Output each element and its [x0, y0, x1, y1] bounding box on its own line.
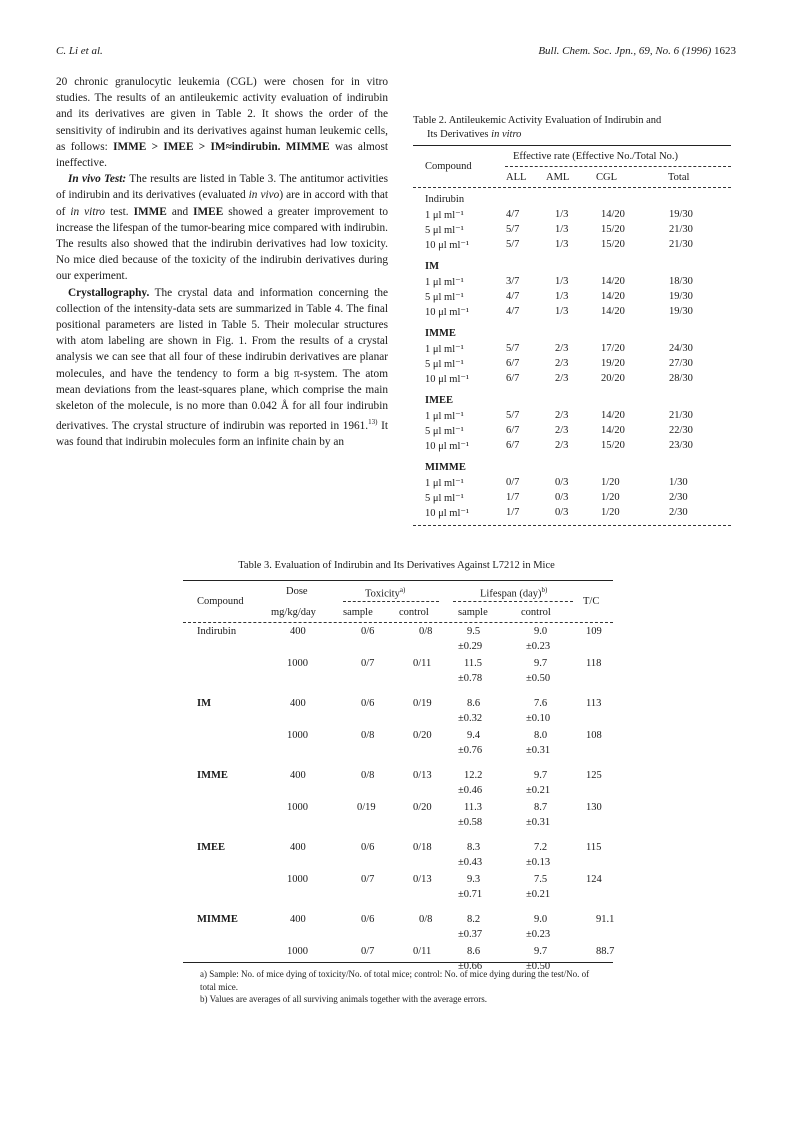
table2-value: 19/20	[601, 358, 625, 369]
table3-life-control-err: ±0.31	[526, 817, 551, 828]
table3-life-control: 9.7	[534, 946, 548, 957]
table2-col-header: CGL	[596, 172, 617, 183]
section-run-in-heading: In vivo Test:	[68, 173, 127, 186]
table2-dose: 1 μl ml⁻¹	[425, 411, 464, 422]
table3-dose: 400	[290, 770, 306, 781]
table2-group-name: IM	[425, 261, 439, 272]
table2-value: 0/3	[555, 492, 569, 503]
table3-tox-sample: 0/6	[361, 626, 375, 637]
page-number: 1623	[714, 45, 736, 57]
table3-tc: 91.1	[596, 914, 615, 925]
table2-value: 1/7	[506, 492, 520, 503]
footnote-marker: b)	[541, 586, 548, 594]
table2-group-name: MIMME	[425, 462, 466, 473]
table2-bottom-rule	[413, 525, 731, 526]
table3-tox-sample: 0/6	[361, 914, 375, 925]
journal-name: Bull. Chem. Soc. Jpn.,	[538, 45, 637, 57]
table3-dose: 1000	[287, 802, 308, 813]
table2-value: 2/30	[669, 507, 688, 518]
table3-footnotes	[200, 968, 600, 1006]
table3-life-control: 7.5	[534, 874, 548, 885]
table2-dose: 5 μl ml⁻¹	[425, 493, 464, 504]
table2-value: 21/30	[669, 239, 693, 250]
table3-tc: 115	[586, 842, 602, 853]
italic-term: in vitro	[70, 205, 106, 218]
table3-life-control: 7.2	[534, 842, 548, 853]
table3-tox-control: 0/11	[413, 658, 432, 669]
table3-life-control-err: ±0.23	[526, 641, 551, 652]
table3-life-control-err: ±0.21	[526, 889, 551, 900]
table3-life-sample: 8.6	[467, 946, 481, 957]
table3-tox-sample: 0/19	[357, 802, 376, 813]
table2-group-rule	[505, 166, 731, 167]
table2-dose: 1 μl ml⁻¹	[425, 210, 464, 221]
table3-header-control: control	[521, 607, 551, 618]
table2-value: 6/7	[506, 440, 520, 451]
table2-value: 21/30	[669, 410, 693, 421]
table3-life-rule	[453, 601, 573, 602]
table3-top-rule	[183, 580, 613, 581]
table3-tc: 130	[586, 802, 602, 813]
table2-value: 4/7	[506, 291, 520, 302]
table2-value: 14/20	[601, 209, 625, 220]
table3-life-control: 8.7	[534, 802, 548, 813]
table3-tox-sample: 0/6	[361, 698, 375, 709]
table3-dose: 1000	[287, 874, 308, 885]
table2-value: 19/30	[669, 291, 693, 302]
table3-life-sample: 11.3	[464, 802, 482, 813]
table3-life-control: 8.0	[534, 730, 548, 741]
table3-tox-control: 0/20	[413, 730, 432, 741]
table3-header-dose-unit: mg/kg/day	[271, 607, 316, 618]
table3-dose: 400	[290, 626, 306, 637]
table2-dose: 10 μl ml⁻¹	[425, 307, 470, 318]
table2-col-header: AML	[546, 172, 570, 183]
table3-tox-sample: 0/7	[361, 658, 375, 669]
table3-header-sample: sample	[458, 607, 488, 618]
table2-value: 0/7	[506, 477, 520, 488]
table3-life-control-err: ±0.10	[526, 713, 551, 724]
paragraph-text: 20 chronic granulocytic leukemia (CGL) were chosen for in vitro studies. The results of an antileukemic activity evaluation of indirubin and its derivatives are given in Table 2. It shows the order of the sensitivity of indirubin and its derivatives against human leukemic cells, as follows:	[56, 76, 388, 153]
table3-compound: Indirubin	[197, 626, 237, 637]
table2-value: 15/20	[601, 224, 625, 235]
table3-life-control-err: ±0.21	[526, 785, 551, 796]
table2-value: 0/3	[555, 477, 569, 488]
table2-value: 19/30	[669, 209, 693, 220]
table3-life-control-err: ±0.13	[526, 857, 551, 868]
table2-group-name: IMEE	[425, 395, 454, 406]
table2-value: 14/20	[601, 410, 625, 421]
table2-value: 27/30	[669, 358, 693, 369]
table2-value: 2/30	[669, 492, 688, 503]
table3-dose: 400	[290, 842, 306, 853]
table2-value: 14/20	[601, 276, 625, 287]
table3-header-control: control	[399, 607, 429, 618]
table3-tc: 113	[586, 698, 602, 709]
table3-life-control-err: ±0.50	[526, 961, 551, 972]
table3-dose: 400	[290, 698, 306, 709]
table2-value: 22/30	[669, 425, 693, 436]
table2-dose: 1 μl ml⁻¹	[425, 478, 464, 489]
table3-life-sample: 9.5	[467, 626, 481, 637]
table2-caption	[413, 114, 733, 142]
table3-tc: 88.7	[596, 946, 615, 957]
table2-value: 2/3	[555, 343, 569, 354]
table2-dose: 5 μl ml⁻¹	[425, 292, 464, 303]
table2-col-header: ALL	[506, 172, 527, 183]
table3-life-control-err: ±0.23	[526, 929, 551, 940]
table2-value: 1/20	[601, 477, 620, 488]
table2-value: 14/20	[601, 291, 625, 302]
paragraph-invivo	[56, 171, 388, 284]
table2-value: 5/7	[506, 224, 520, 235]
table3-life-sample-err: ±0.32	[458, 713, 483, 724]
table3-tox-rule	[343, 601, 439, 602]
table3-tox-control: 0/19	[413, 698, 432, 709]
table2-dose: 5 μl ml⁻¹	[425, 426, 464, 437]
table3-dose: 1000	[287, 730, 308, 741]
table3-life-sample-err: ±0.43	[458, 857, 483, 868]
table3-header-dose: Dose	[286, 586, 308, 597]
table2-value: 1/3	[555, 276, 569, 287]
table2-value: 2/3	[555, 410, 569, 421]
table2-group-name: Indirubin	[425, 194, 465, 205]
table2-top-rule	[413, 145, 731, 146]
table2-header-compound: Compound	[425, 161, 472, 172]
footnote-marker: a)	[399, 586, 406, 594]
table3-life-sample-err: ±0.29	[458, 641, 483, 652]
footnote-a: a) Sample: No. of mice dying of toxicity/No. of total mice; control: No. of mice dying during the test/No. of total mice.	[200, 969, 590, 992]
table3-tox-sample: 0/7	[361, 874, 375, 885]
table3-header-sample: sample	[343, 607, 373, 618]
table2-value: 1/30	[669, 477, 688, 488]
table2-value: 2/3	[555, 440, 569, 451]
table2-value: 17/20	[601, 343, 625, 354]
table3-tox-control: 0/13	[413, 770, 432, 781]
paragraph-text: It was found that indirubin molecules form an infinite chain by an	[56, 420, 389, 449]
table3-life-control: 7.6	[534, 698, 548, 709]
table3-life-sample: 11.5	[464, 658, 482, 669]
table2-value: 24/30	[669, 343, 693, 354]
table2-value: 21/30	[669, 224, 693, 235]
table2-value: 1/20	[601, 492, 620, 503]
paragraph-invitro	[56, 74, 388, 171]
table3-title: Table 3. Evaluation of Indirubin and Its Derivatives Against L7212 in Mice	[238, 560, 555, 571]
compound-name: IMME	[133, 205, 167, 218]
table3-life-control-err: ±0.31	[526, 745, 551, 756]
table3-life-sample-err: ±0.58	[458, 817, 483, 828]
paragraph-text: ) are in accord with that of	[56, 189, 388, 218]
table3-header-compound: Compound	[197, 596, 244, 607]
table3-compound: IMEE	[197, 842, 226, 853]
table2-value: 1/7	[506, 507, 520, 518]
compound-name: IMEE	[193, 205, 224, 218]
table3-tox-control: 0/18	[413, 842, 432, 853]
table2-value: 6/7	[506, 425, 520, 436]
table3-compound: MIMME	[197, 914, 238, 925]
table2-value: 5/7	[506, 343, 520, 354]
table2-value: 3/7	[506, 276, 520, 287]
table2-value: 5/7	[506, 410, 520, 421]
table3-tox-control: 0/8	[419, 626, 433, 637]
table3-tox-sample: 0/8	[361, 730, 375, 741]
table3-life-control: 9.7	[534, 770, 548, 781]
table3-life-sample: 8.2	[467, 914, 481, 925]
table2-caption-italic: in vitro	[491, 129, 522, 140]
table2-value: 2/3	[555, 425, 569, 436]
table2-value: 2/3	[555, 373, 569, 384]
table3-tc: 124	[586, 874, 602, 885]
sensitivity-order: IMME > IMEE > IM≈indirubin. MIMME	[113, 140, 330, 153]
table2-dose: 10 μl ml⁻¹	[425, 441, 470, 452]
running-journal	[538, 45, 736, 57]
table2-value: 1/3	[555, 291, 569, 302]
table3-tox-control: 0/11	[413, 946, 432, 957]
table2-dose: 5 μl ml⁻¹	[425, 225, 464, 236]
table2-value: 2/3	[555, 358, 569, 369]
table3-header-toxicity: Toxicity$^{a)}$	[365, 586, 406, 600]
table2-value: 14/20	[601, 306, 625, 317]
table3-tox-sample: 0/8	[361, 770, 375, 781]
table3-life-sample-err: ±0.46	[458, 785, 483, 796]
table3-life-sample-err: ±0.37	[458, 929, 483, 940]
table3-tox-sample: 0/7	[361, 946, 375, 957]
table2-value: 1/3	[555, 239, 569, 250]
running-author: C. Li et al.	[56, 45, 103, 57]
table2-value: 15/20	[601, 440, 625, 451]
table2-header-rule	[413, 187, 731, 188]
table2-value: 1/3	[555, 224, 569, 235]
table2-value: 1/3	[555, 209, 569, 220]
table3-life-control: 9.0	[534, 914, 548, 925]
table2-value: 1/20	[601, 507, 620, 518]
table3-tc: 108	[586, 730, 602, 741]
reference-marker: 13)	[368, 418, 378, 427]
table3-life-sample: 9.3	[467, 874, 481, 885]
table2-dose: 5 μl ml⁻¹	[425, 359, 464, 370]
table2-group-name: IMME	[425, 328, 456, 339]
table3-tc: 125	[586, 770, 602, 781]
table3-life-sample-err: ±0.76	[458, 745, 483, 756]
table3-compound: IMME	[197, 770, 228, 781]
table2-value: 4/7	[506, 306, 520, 317]
paragraph-crystallography	[56, 285, 388, 451]
table2-value: 18/30	[669, 276, 693, 287]
table2-value: 1/3	[555, 306, 569, 317]
paragraph-text: The crystal data and information concerning the collection of the intensity-data sets are summarized in Table 4. The final positional parameters are listed in Table 5. Their molecular structures with atom labeling are shown in Fig. 1. From the results of a crystal analysis we can see that all four of these indirubin derivatives are planar molecules, and have the tendency to form a big π-system. The atom mean deviations from the least-squares plane, which comprise the main skeleton of the molecule, is no more than 0.042 Å for all four indirubin derivatives. The crystal structure of indirubin was reported in 1961.	[56, 286, 388, 433]
table3-dose: 1000	[287, 946, 308, 957]
table2-caption-text: Its Derivatives	[427, 129, 489, 140]
paragraph-text: The results are listed in Table 3. The antitumor activities of indirubin and its derivatives (evaluated	[56, 173, 388, 202]
table2-dose: 10 μl ml⁻¹	[425, 374, 470, 385]
table3-bottom-rule	[183, 962, 613, 963]
table3-compound: IM	[197, 698, 211, 709]
paragraph-text: and	[171, 205, 189, 218]
table3-header-tc: T/C	[583, 596, 600, 607]
table3-tc: 118	[586, 658, 602, 669]
table2-col-header: Total	[668, 172, 690, 183]
table2-value: 28/30	[669, 373, 693, 384]
table3-life-sample-err: ±0.78	[458, 673, 483, 684]
table3-life-sample-err: ±0.71	[458, 889, 483, 900]
table3-life-sample: 8.3	[467, 842, 481, 853]
table3-dose: 1000	[287, 658, 308, 669]
table2-value: 23/30	[669, 440, 693, 451]
table3-tc: 109	[586, 626, 602, 637]
section-run-in-heading: Crystallography.	[68, 286, 150, 299]
table2-value: 0/3	[555, 507, 569, 518]
table2-value: 14/20	[601, 425, 625, 436]
table3-tox-sample: 0/6	[361, 842, 375, 853]
table2-caption-text: Antileukemic Activity Evaluation of Indirubin and	[448, 115, 662, 126]
table3-tox-control: 0/13	[413, 874, 432, 885]
table2-value: 19/30	[669, 306, 693, 317]
table2-header-group: Effective rate (Effective No./Total No.)	[513, 151, 679, 162]
body-text-column	[56, 74, 388, 450]
table2-value: 4/7	[506, 209, 520, 220]
footnote-b: b) Values are averages of all surviving animals together with the average errors.	[200, 994, 487, 1004]
table3-life-sample: 8.6	[467, 698, 481, 709]
table3-header-lifespan: Lifespan (day)$^{b)}$	[480, 586, 548, 600]
table3-life-control: 9.0	[534, 626, 548, 637]
paragraph-text: showed a greater improvement to increase the lifespan of the tumor-bearing mice compared with indirubin. The results also showed that the indirubin derivatives had low toxicity. No mice died because of the toxicity of the indirubin derivatives during our experiment.	[56, 205, 389, 283]
paragraph-text: was almost ineffective.	[56, 140, 388, 170]
table2-value: 6/7	[506, 373, 520, 384]
table2-value: 5/7	[506, 239, 520, 250]
table3-tox-control: 0/20	[413, 802, 432, 813]
table3-life-control: 9.7	[534, 658, 548, 669]
table3-header-rule	[183, 622, 613, 623]
italic-term: in vivo	[248, 189, 280, 202]
table2-value: 15/20	[601, 239, 625, 250]
table3-life-sample: 12.2	[464, 770, 483, 781]
table2-value: 20/20	[601, 373, 625, 384]
table2-dose: 1 μl ml⁻¹	[425, 344, 464, 355]
table2-label: Table 2.	[413, 115, 447, 126]
journal-volume: 69, No. 6 (1996)	[638, 45, 712, 57]
table2-dose: 10 μl ml⁻¹	[425, 240, 470, 251]
table3-life-control-err: ±0.50	[526, 673, 551, 684]
table3-life-sample: 9.4	[467, 730, 481, 741]
paragraph-text: test.	[110, 205, 129, 218]
table2-value: 6/7	[506, 358, 520, 369]
table2-dose: 1 μl ml⁻¹	[425, 277, 464, 288]
table3-dose: 400	[290, 914, 306, 925]
table3-tox-control: 0/8	[419, 914, 433, 925]
table2-dose: 10 μl ml⁻¹	[425, 508, 470, 519]
table3-life-sample-err: ±0.66	[458, 961, 483, 972]
